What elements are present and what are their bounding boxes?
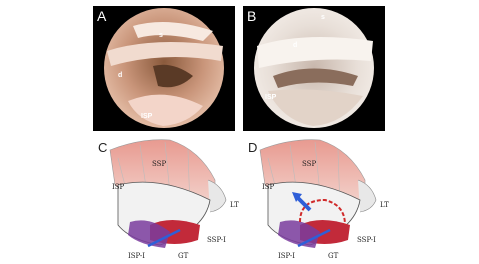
panel-d-letter: D — [248, 140, 258, 155]
label-isp: ISP — [112, 183, 125, 191]
label-isp: ISP — [265, 94, 277, 101]
label-gt: GT — [328, 252, 339, 260]
panel-a-letter: A — [97, 8, 107, 24]
label-ssp: SSP — [152, 160, 167, 168]
panel-c-letter: C — [98, 140, 108, 155]
label-s: s — [159, 32, 163, 39]
label-d: d — [118, 72, 123, 79]
label-s: s — [321, 14, 325, 21]
label-isp: ISP — [262, 183, 275, 191]
label-gt: GT — [178, 252, 189, 260]
label-d: d — [293, 42, 298, 49]
label-lt: LT — [380, 201, 389, 209]
label-isp: ISP — [141, 113, 153, 120]
label-ssp-i: SSP-I — [357, 236, 376, 244]
label-ssp-i: SSP-I — [207, 236, 226, 244]
label-ssp: SSP — [302, 160, 317, 168]
label-isp-i: ISP-I — [128, 252, 146, 260]
label-lt: LT — [230, 201, 239, 209]
panel-b-letter: B — [247, 8, 257, 24]
diagram-c — [110, 140, 226, 248]
diagram-d — [260, 140, 376, 248]
label-isp-i: ISP-I — [278, 252, 296, 260]
